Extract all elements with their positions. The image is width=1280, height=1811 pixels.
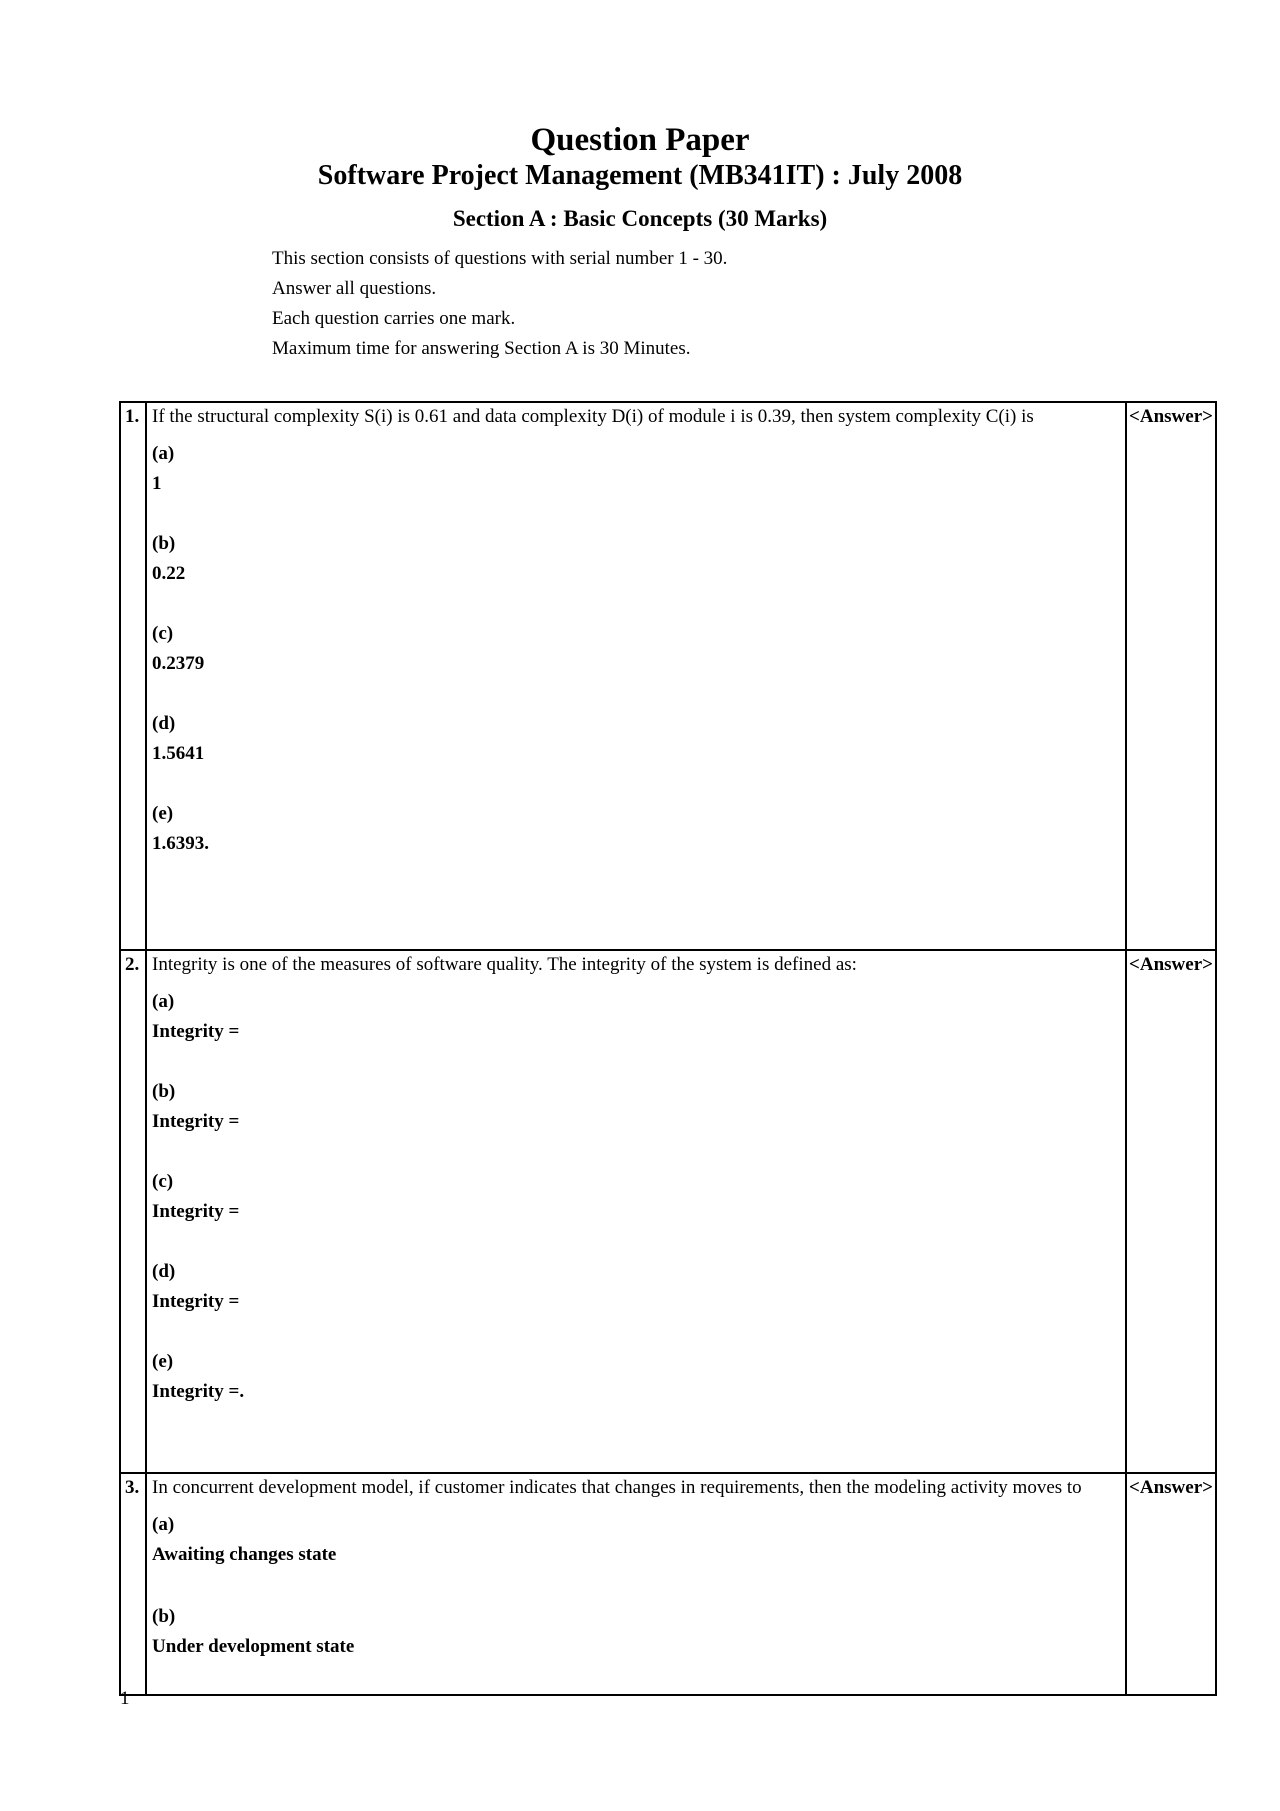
option-item — [152, 1510, 1121, 1602]
question-row — [120, 950, 1216, 1473]
paper-subtitle: Software Project Management (MB341IT) : July 2008 — [317, 160, 963, 191]
option-label: (c) — [152, 623, 174, 644]
option-item — [152, 529, 1121, 619]
option-label: (c) — [152, 1171, 174, 1192]
option-label: (a) — [152, 991, 175, 1012]
option-label: (d) — [152, 713, 176, 734]
option-item — [152, 1347, 1121, 1437]
option-item — [152, 439, 1121, 529]
option-label: (d) — [152, 1261, 176, 1282]
option-item — [152, 709, 1121, 799]
option-label: (b) — [152, 533, 176, 554]
option-item — [152, 1257, 1121, 1347]
instruction-item: Maximum time for answering Section A is 30 Minutes. — [272, 338, 691, 359]
question-row — [120, 402, 1216, 950]
option-value: Integrity = — [152, 1291, 240, 1312]
option-label: (a) — [152, 443, 175, 464]
question-body — [146, 950, 1126, 1473]
option-item — [152, 1602, 1121, 1694]
option-item — [152, 799, 1121, 889]
instruction-item: This section consists of questions with serial number 1 - 30. — [272, 248, 728, 269]
options-list — [152, 987, 1121, 1437]
question-body — [146, 402, 1126, 950]
option-label: (b) — [152, 1081, 176, 1102]
option-label: (e) — [152, 1351, 174, 1372]
options-list — [152, 439, 1121, 889]
instruction-item: Answer all questions. — [272, 278, 437, 299]
question-text: In concurrent development model, if customer indicates that changes in requirements, then the modeling activity moves to — [152, 1477, 1082, 1498]
option-value: Integrity =. — [152, 1381, 245, 1402]
option-value: Integrity = — [152, 1021, 240, 1042]
option-value: Integrity = — [152, 1111, 240, 1132]
section-title: Section A : Basic Concepts (30 Marks) — [452, 206, 828, 231]
page-number: 1 — [120, 1688, 130, 1709]
answer-cell: <Answer> — [1126, 1473, 1216, 1695]
option-item — [152, 1077, 1121, 1167]
option-value: 1.5641 — [152, 743, 205, 764]
option-value: 1.6393. — [152, 833, 209, 854]
option-label: (e) — [152, 803, 174, 824]
option-value: 1 — [152, 473, 162, 494]
option-item — [152, 987, 1121, 1077]
option-label: (a) — [152, 1514, 175, 1535]
question-number: 2. — [120, 950, 146, 1473]
question-row — [120, 1473, 1216, 1695]
options-list — [152, 1510, 1121, 1694]
option-value: Under development state — [152, 1636, 355, 1657]
option-item — [152, 1167, 1121, 1257]
question-body — [146, 1473, 1126, 1695]
option-value: Awaiting changes state — [152, 1544, 337, 1565]
instruction-item: Each question carries one mark. — [272, 308, 516, 329]
answer-cell: <Answer> — [1126, 950, 1216, 1473]
question-text: If the structural complexity S(i) is 0.61 and data complexity D(i) of module i is 0.39, then system complexity C(i) is — [152, 406, 1034, 427]
instructions-list — [272, 244, 727, 364]
question-text: Integrity is one of the measures of software quality. The integrity of the system is defined as: — [152, 954, 857, 975]
option-label: (b) — [152, 1606, 176, 1627]
question-number: 1. — [120, 402, 146, 950]
page-title: Question Paper — [530, 122, 750, 158]
option-value: 0.22 — [152, 563, 186, 584]
question-number: 3. — [120, 1473, 146, 1695]
option-value: 0.2379 — [152, 653, 205, 674]
answer-cell: <Answer> — [1126, 402, 1216, 950]
option-item — [152, 619, 1121, 709]
option-value: Integrity = — [152, 1201, 240, 1222]
questions-table — [119, 401, 1217, 1696]
